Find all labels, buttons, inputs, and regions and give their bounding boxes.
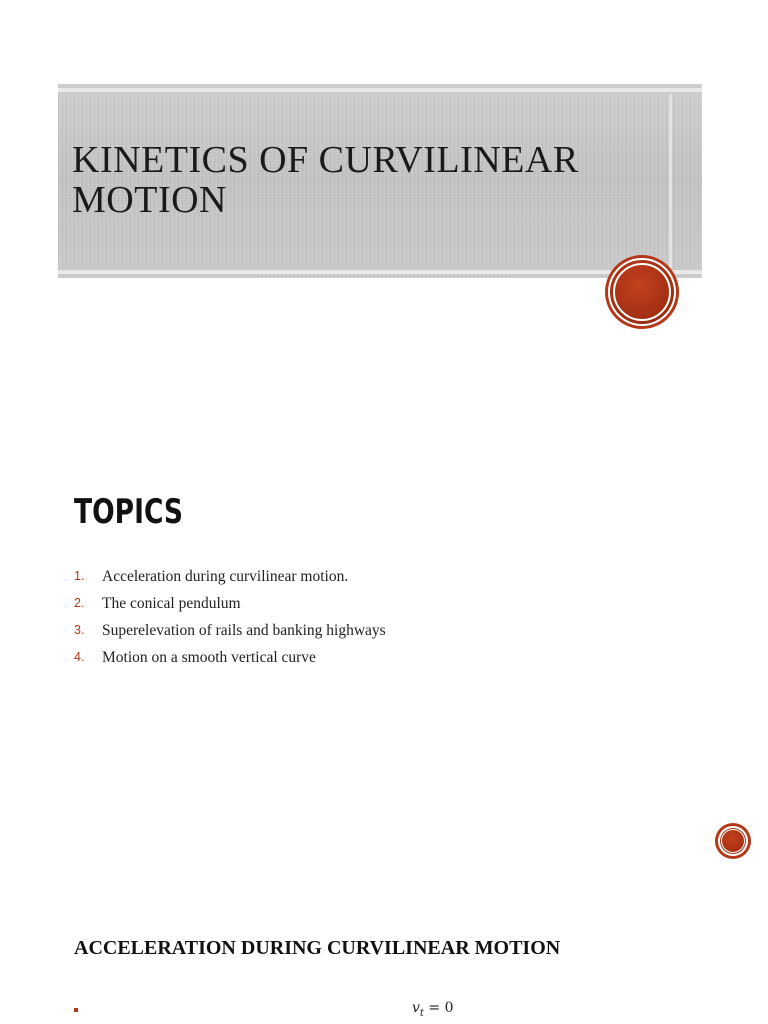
list-number: 1. (74, 569, 85, 583)
banner-right-edge (669, 94, 672, 268)
red-circle-icon (718, 826, 748, 856)
list-text: Motion on a smooth vertical curve (102, 649, 316, 666)
list-number: 2. (74, 596, 85, 610)
slide-title-line2: MOTION (72, 179, 227, 221)
formula-variable: v (412, 1000, 420, 1016)
slide-title-line1: KINETICS OF CURVILINEAR (72, 139, 579, 181)
slide-title (72, 140, 662, 220)
formula-subscript: t (419, 1007, 424, 1019)
formula-equals: = 0 (423, 1000, 454, 1016)
list-text: Superelevation of rails and banking highways (102, 622, 386, 639)
title-banner (58, 84, 702, 278)
list-number: 4. (74, 650, 85, 664)
square-bullet-icon (74, 1008, 78, 1012)
formula (412, 1000, 454, 1019)
banner-top-stripe (58, 88, 702, 92)
banner-bottom-stripe (58, 270, 702, 274)
red-circle-icon (608, 258, 676, 326)
list-text: Acceleration during curvilinear motion. (102, 568, 349, 585)
topics-heading: TOPICS (74, 492, 184, 532)
section-heading: ACCELERATION DURING CURVILINEAR MOTION (74, 937, 561, 959)
list-number: 3. (74, 623, 85, 637)
list-text: The conical pendulum (102, 595, 241, 612)
